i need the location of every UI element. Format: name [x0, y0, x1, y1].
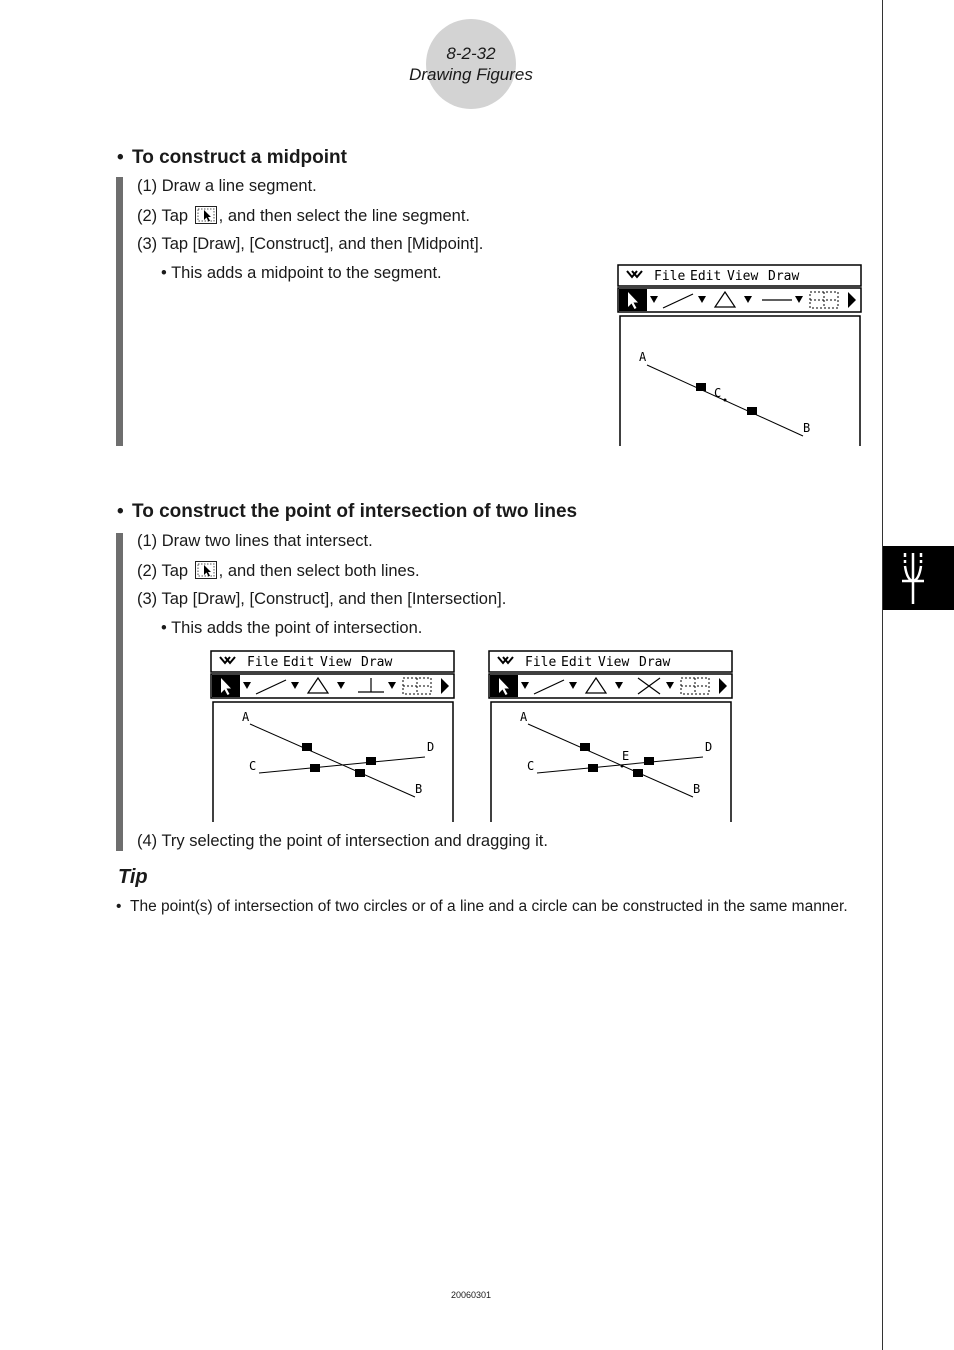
- footer-code: 20060301: [450, 1290, 492, 1300]
- screenshot-after-intersection: [488, 650, 734, 829]
- step-4: (4) Try selecting the point of intersection and dragging it.: [137, 832, 548, 850]
- screenshot-midpoint: [617, 264, 863, 453]
- section-title-midpoint: • To construct a midpoint: [117, 147, 347, 168]
- step-2: (2) Tap , and then select both lines.: [137, 562, 420, 580]
- step-2: (2) Tap , and then select the line segment.: [137, 207, 470, 225]
- menu-edit[interactable]: Edit: [283, 655, 315, 670]
- menu-draw[interactable]: Draw: [639, 655, 671, 670]
- selected-point[interactable]: [633, 769, 643, 777]
- point-label: D: [427, 740, 435, 754]
- intersection-point[interactable]: [621, 765, 624, 768]
- section-bar: [116, 533, 123, 851]
- point-label: D: [705, 740, 713, 754]
- note-midpoint: • This adds a midpoint to the segment.: [161, 264, 442, 282]
- selected-point[interactable]: [310, 764, 320, 772]
- section-title-intersection: • To construct the point of intersection of two lines: [117, 501, 578, 522]
- step-3: (3) Tap [Draw], [Construct], and then [Intersection].: [137, 590, 507, 608]
- point-label: C: [714, 386, 722, 400]
- menu-file[interactable]: File: [247, 655, 279, 670]
- menu-draw[interactable]: Draw: [361, 655, 393, 670]
- tip-bullet: •: [116, 898, 122, 915]
- selected-point[interactable]: [747, 407, 757, 415]
- section-bar: [116, 177, 123, 446]
- point-label: B: [415, 782, 423, 796]
- menu-view[interactable]: View: [598, 655, 630, 670]
- page-edge-line: [882, 0, 883, 1350]
- menu-edit[interactable]: Edit: [561, 655, 593, 670]
- point-label: C: [249, 759, 257, 773]
- menu-edit[interactable]: Edit: [690, 269, 722, 284]
- step-3: (3) Tap [Draw], [Construct], and then [Midpoint].: [137, 235, 484, 253]
- tip-text: • The point(s) of intersection of two circles or of a line and a circle can be constructed in the same manner.: [116, 898, 848, 915]
- point-label: B: [803, 421, 811, 435]
- selected-point[interactable]: [580, 743, 590, 751]
- point-label: A: [520, 710, 528, 724]
- point-label: E: [622, 749, 630, 763]
- selected-point[interactable]: [355, 769, 365, 777]
- geometry-tab-icon: [883, 546, 954, 610]
- page-code: 8-2-32: [446, 44, 496, 63]
- header-circle: [426, 19, 516, 109]
- step-1: (1) Draw a line segment.: [137, 177, 317, 195]
- menu-file[interactable]: File: [654, 269, 686, 284]
- select-arrow-icon: [195, 561, 217, 579]
- menu-draw[interactable]: Draw: [768, 269, 800, 284]
- menu-file[interactable]: File: [525, 655, 557, 670]
- chapter-tab: [883, 546, 954, 610]
- note-intersection: • This adds the point of intersection.: [161, 619, 423, 637]
- screenshot-before-intersection: [210, 650, 456, 829]
- selected-point[interactable]: [588, 764, 598, 772]
- menu-view[interactable]: View: [320, 655, 352, 670]
- tip-title: Tip: [118, 866, 148, 888]
- step-1: (1) Draw two lines that intersect.: [137, 532, 373, 550]
- selected-point[interactable]: [366, 757, 376, 765]
- selected-point[interactable]: [644, 757, 654, 765]
- page-title: Drawing Figures: [409, 65, 533, 84]
- selected-point[interactable]: [302, 743, 312, 751]
- point-label: C: [527, 759, 535, 773]
- selected-point[interactable]: [696, 383, 706, 391]
- point-label: A: [639, 350, 647, 364]
- menu-view[interactable]: View: [727, 269, 759, 284]
- point-label: B: [693, 782, 701, 796]
- point-label: A: [242, 710, 250, 724]
- select-arrow-icon: [195, 206, 217, 224]
